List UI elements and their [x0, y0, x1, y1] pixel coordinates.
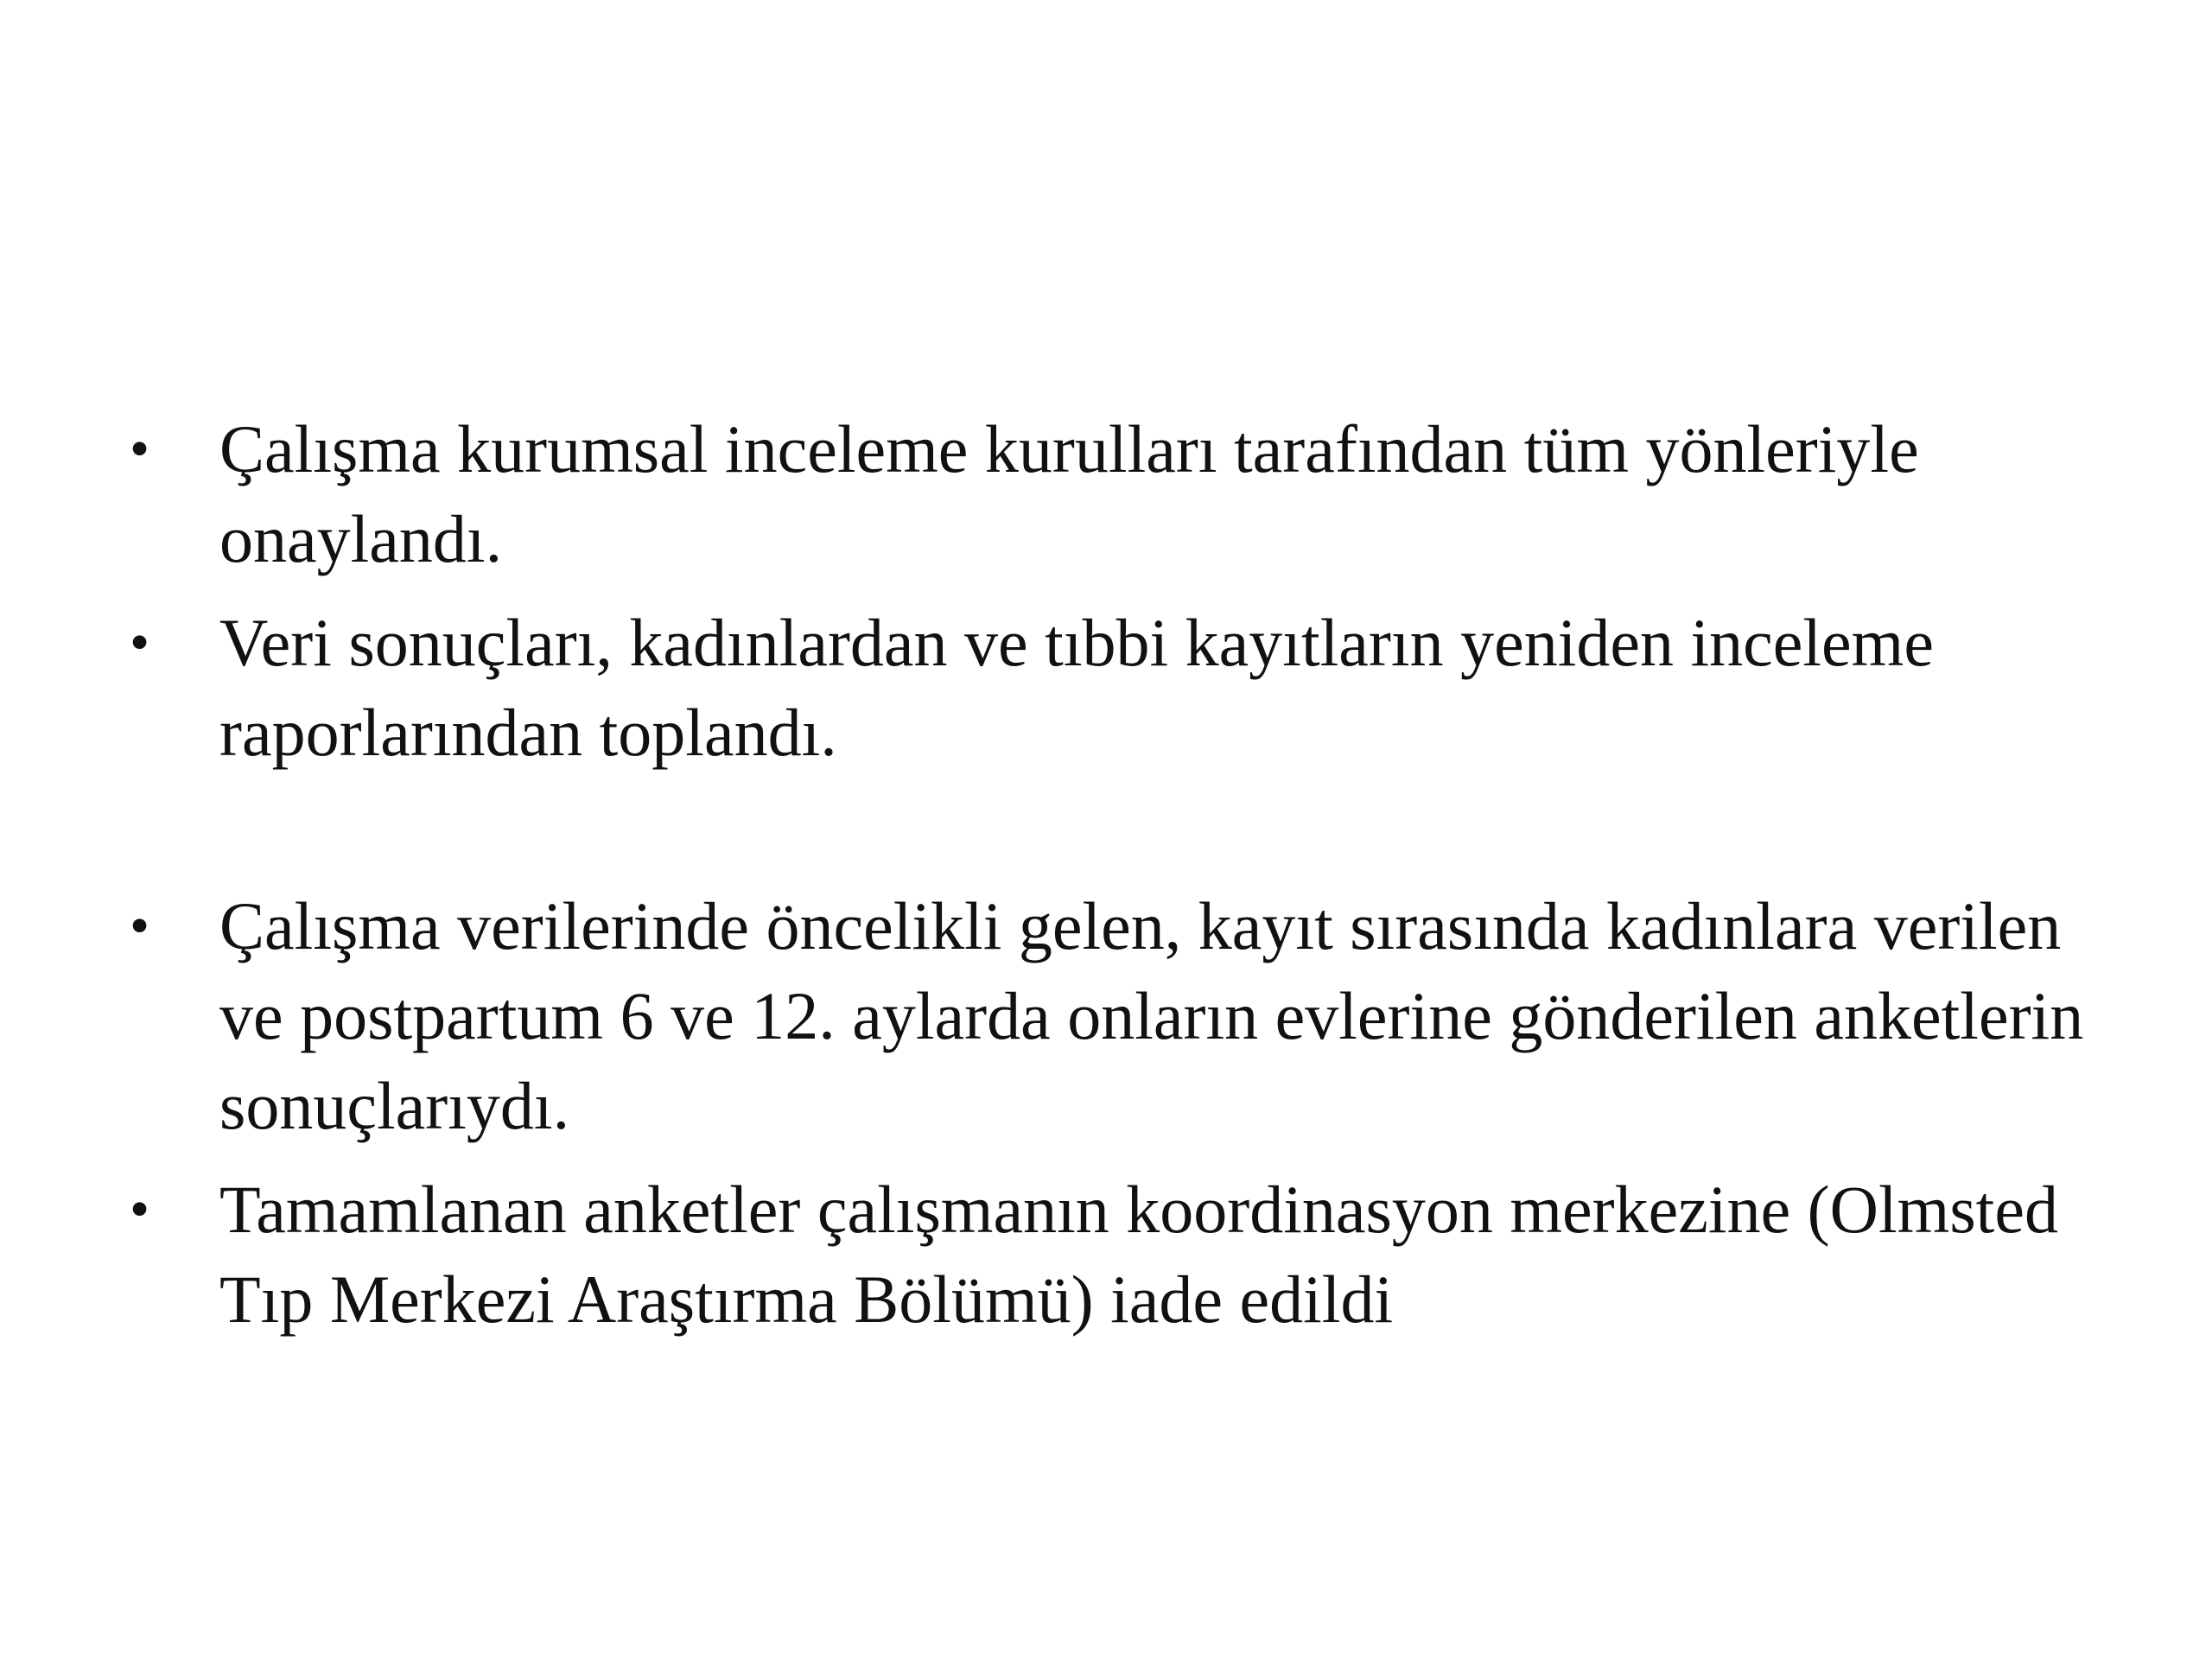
bullet-item — [130, 598, 2108, 778]
bullet-icon: • — [130, 611, 150, 674]
bullet-text: Tamamlanan anketler çalışmanın koordinasyon merkezine (Olmsted Tıp Merkezi Araştırma Bölümü) iade edildi — [219, 1172, 2058, 1337]
bullet-list — [130, 404, 2108, 1358]
bullet-text: Çalışma kurumsal inceleme kurulları tarafından tüm yönleriyle onaylandı. — [219, 411, 1919, 576]
bullet-icon: • — [130, 894, 150, 957]
bullet-text: Çalışma verilerinde öncelikli gelen, kayıt sırasında kadınlara verilen ve postpartum 6 ve 12. aylarda onların evlerine gönderilen anketlerin sonuçlarıydı. — [219, 888, 2084, 1143]
bullet-item — [130, 404, 2108, 584]
bullet-item — [130, 1165, 2108, 1344]
bullet-text: Veri sonuçları, kadınlardan ve tıbbi kayıtların yeniden inceleme raporlarından toplandı. — [219, 605, 1934, 770]
bullet-icon: • — [130, 417, 150, 480]
bullet-item — [130, 881, 2108, 1151]
bullet-icon: • — [130, 1178, 150, 1241]
